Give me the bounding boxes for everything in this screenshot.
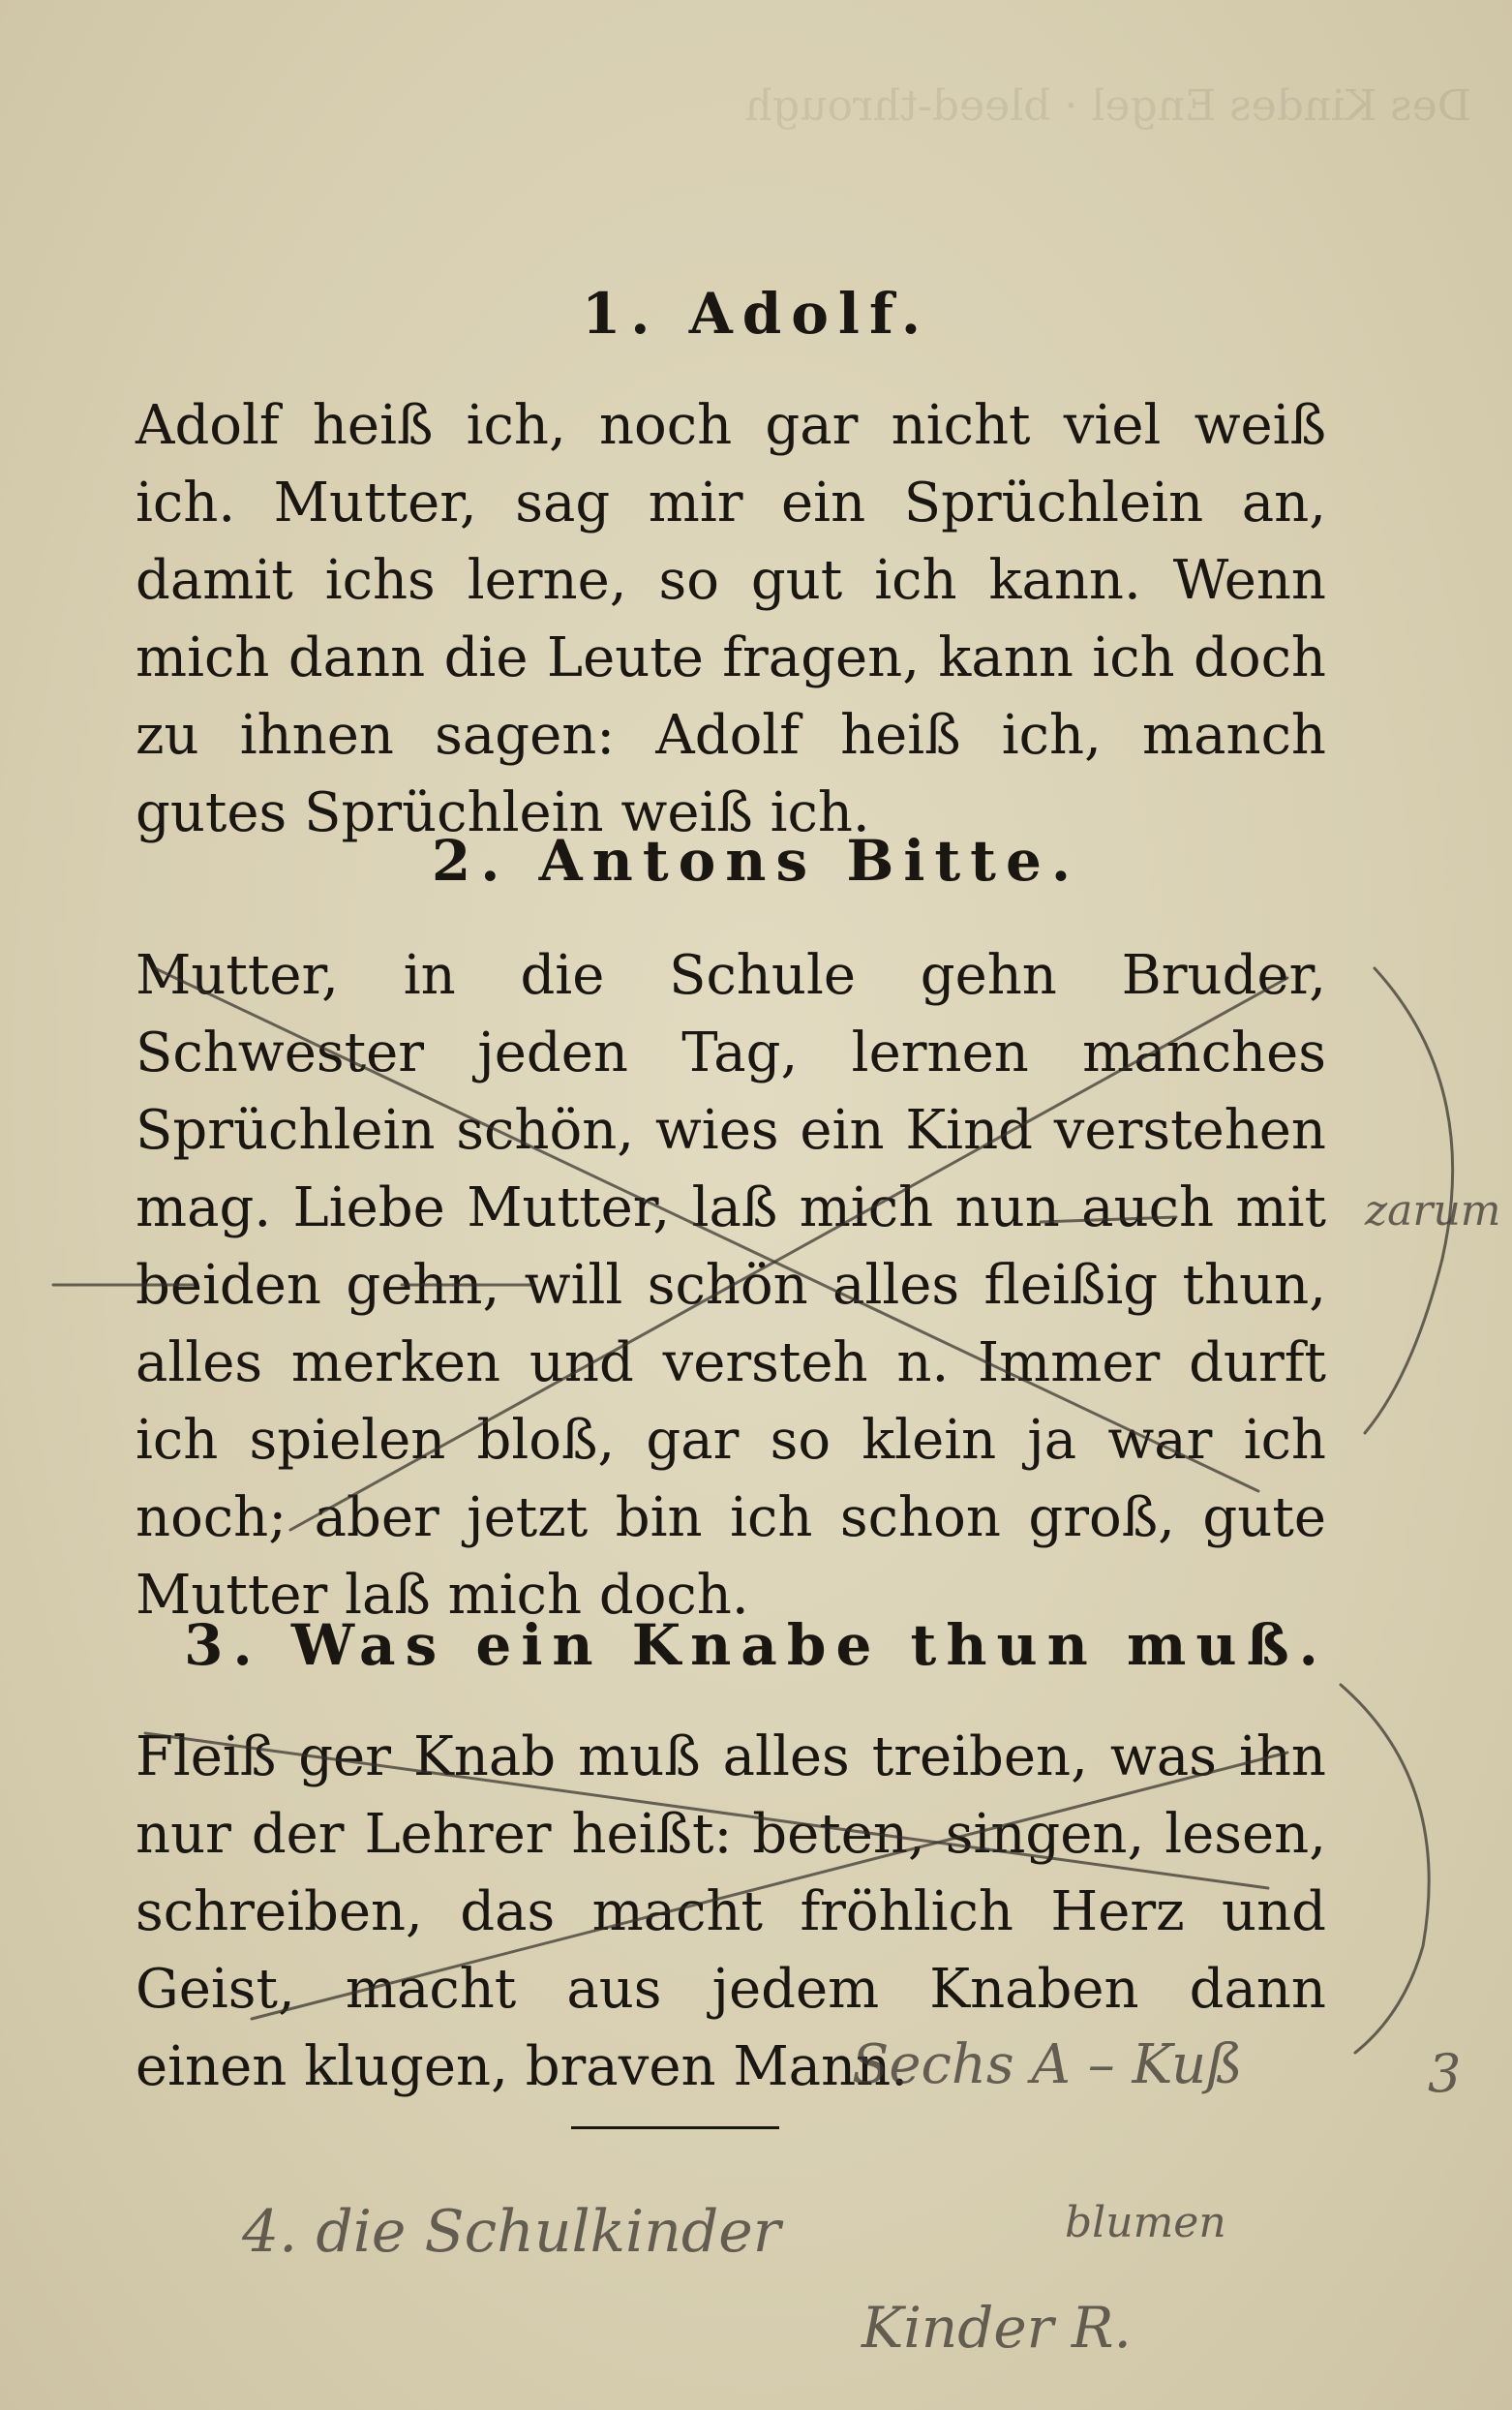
bracket-2 <box>1341 1685 1429 2053</box>
strike-line-2 <box>290 978 1287 1530</box>
handwritten-note-4: Kinder R. <box>862 2295 1132 2361</box>
strike-line-1 <box>155 968 1258 1491</box>
handwritten-note-1: 4. die Schulkinder <box>242 2198 781 2266</box>
handwritten-note-5: zarum <box>1365 1186 1501 1236</box>
strike-word-1 <box>1041 1217 1176 1222</box>
strike-line-3 <box>145 1733 1268 1888</box>
paragraph-1-text: Adolf heiß ich, noch gar nicht viel weiß ich. Mutter, sag mir ein Sprüchlein an, damit ichs lerne, so gut ich kann. Wenn mich dann die Leute fragen, kann ich doch zu ihnen sagen: Adolf heiß ich, manch gutes Sprüchlein weiß ich. <box>136 394 1326 844</box>
handwritten-note-3: blumen <box>1065 2198 1226 2247</box>
paragraph-2-text: Mutter, in die Schule gehn Bruder, Schwester jeden Tag, lernen manches Sprüchlein schön, wies ein Kind verstehen mag. Liebe Mutter, laß mich nun auch mit beiden gehn, will schön alles fleißig thun, alles merken und versteh n. Immer durft ich spielen bloß, gar so klein ja war ich noch; aber jetzt bin ich schon groß, gute Mutter laß mich doch. <box>136 944 1326 1627</box>
bracket-1 <box>1365 968 1453 1433</box>
heading-1: 1. Adolf. <box>581 281 931 347</box>
heading-3: 3. Was ein Knabe thun muß. <box>184 1612 1328 1678</box>
handwritten-note-2: Sechs A – Kuß <box>852 2033 1243 2096</box>
paragraph-3-text: Fleiß ger Knab muß alles treiben, was ihn nur der Lehrer heißt: beten, singen, lesen, schreiben, das macht fröhlich Herz und Geist, macht aus jedem Knaben dann einen klugen, braven Mann. <box>136 1725 1326 2098</box>
heading-2: 2. Antons Bitte. <box>431 828 1081 894</box>
handwritten-note-6: 3 <box>1428 2043 1462 2104</box>
strike-line-4 <box>252 1753 1287 2019</box>
bleed-through-text: Des Kindes Engel · bleed-through <box>744 81 1471 131</box>
